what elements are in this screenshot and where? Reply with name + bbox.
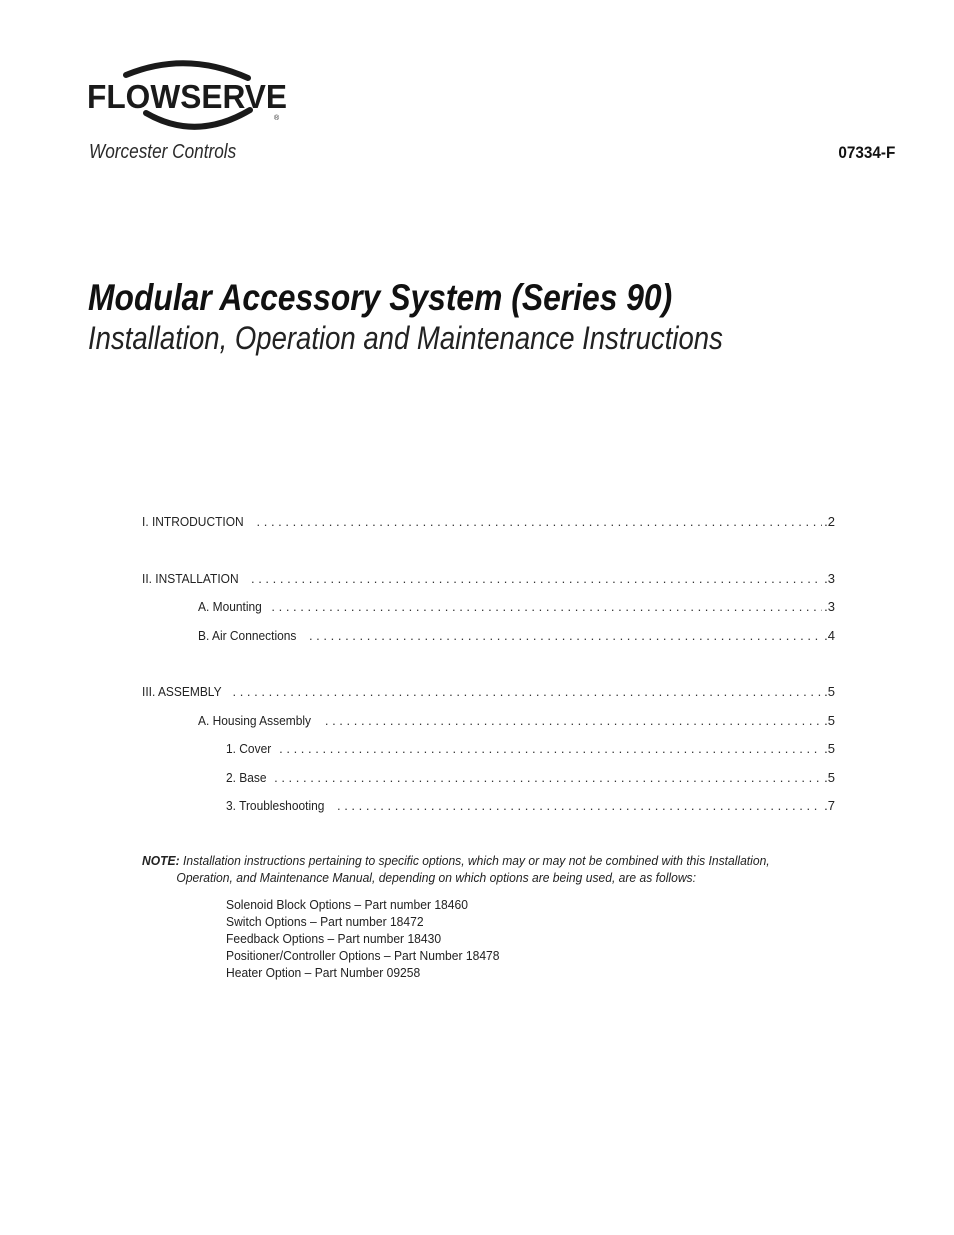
note-paragraph [142, 852, 784, 886]
division-name: Worcester Controls [89, 141, 237, 163]
toc-label: 2. Base [226, 770, 267, 785]
option-item: Heater Option – Part Number 09258 [226, 965, 421, 980]
toc-leader [257, 514, 823, 529]
note-label: NOTE: [142, 853, 180, 868]
toc-page: .5 [824, 741, 835, 756]
toc-page: .7 [824, 798, 835, 813]
toc-leader [309, 628, 822, 643]
toc-label: 3. Troubleshooting [226, 798, 325, 813]
toc-leader [274, 770, 822, 785]
toc-entry-base[interactable] [226, 770, 835, 788]
toc-label: I. INTRODUCTION [142, 514, 244, 529]
toc-page: .4 [824, 628, 835, 643]
toc-entry-installation[interactable] [142, 571, 835, 589]
toc-entry-cover[interactable] [226, 741, 835, 759]
toc-leader [232, 684, 822, 699]
toc-leader [337, 798, 822, 813]
toc-label: A. Housing Assembly [198, 713, 312, 728]
toc-entry-assembly[interactable] [142, 684, 835, 702]
option-item: Switch Options – Part number 18472 [226, 914, 424, 929]
logo-wordmark: FLOWSERVE [87, 78, 287, 115]
toc-leader [279, 741, 822, 756]
option-item: Feedback Options – Part number 18430 [226, 931, 442, 946]
toc-leader [325, 713, 822, 728]
toc-page: .5 [824, 770, 835, 785]
option-item: Solenoid Block Options – Part number 18460 [226, 897, 468, 912]
toc-page: .3 [824, 571, 835, 586]
toc-entry-introduction[interactable] [142, 514, 835, 532]
toc-entry-mounting[interactable] [198, 599, 835, 617]
option-item: Positioner/Controller Options – Part Number 18478 [226, 948, 500, 963]
toc-entry-air-connections[interactable] [198, 628, 835, 646]
document-title: Modular Accessory System (Series 90) [88, 277, 673, 318]
toc-leader [271, 599, 822, 614]
toc-leader [251, 571, 822, 586]
toc-entry-housing-assembly[interactable] [198, 713, 835, 731]
registered-mark: ® [274, 115, 280, 122]
toc-page: .5 [824, 713, 835, 728]
toc-label: A. Mounting [198, 599, 262, 614]
document-subtitle: Installation, Operation and Maintenance Instructions [88, 320, 723, 356]
toc-label: II. INSTALLATION [142, 571, 239, 586]
toc-page: .5 [824, 684, 835, 699]
toc-entry-troubleshooting[interactable] [226, 798, 835, 816]
toc-page: .3 [824, 599, 835, 614]
document-number: 07334-F [838, 143, 895, 162]
toc-label: 1. Cover [226, 741, 272, 756]
note-line-1: Installation instructions pertaining to specific options, which may or may not be combined with this Installation, [182, 853, 770, 868]
flowserve-logo [86, 58, 290, 134]
note-line-2: Operation, and Maintenance Manual, depending on which options are being used, are as follows: [176, 870, 696, 885]
toc-label: III. ASSEMBLY [142, 684, 222, 699]
toc-label: B. Air Connections [198, 628, 297, 643]
options-list [226, 896, 500, 981]
toc-page: .2 [824, 514, 835, 529]
